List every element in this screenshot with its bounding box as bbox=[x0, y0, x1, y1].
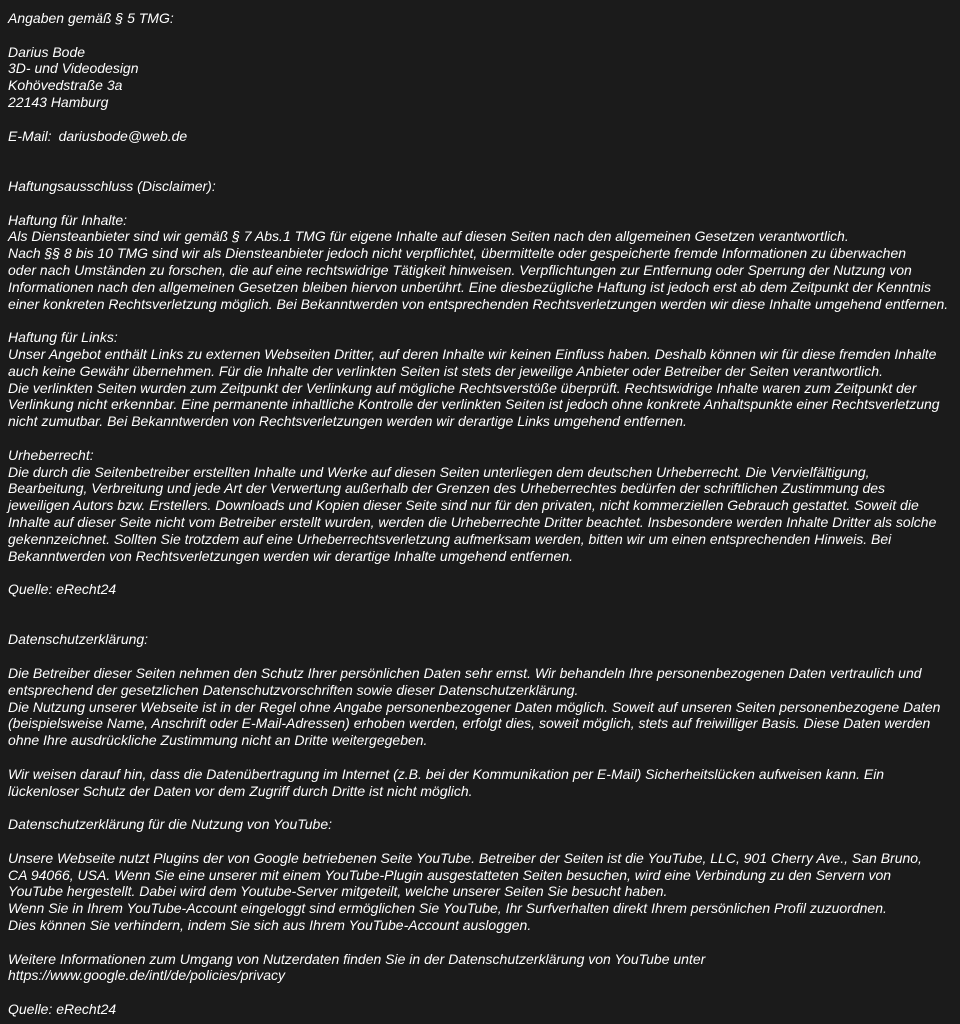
spacer bbox=[8, 934, 956, 951]
paragraph-line: jeweiligen Autors bzw. Erstellers. Downloads und Kopien dieser Seite sind nur für den privaten, nicht kommerziellen Gebrauch gestattet. Soweit die bbox=[8, 497, 919, 514]
links-liability-heading: Haftung für Links: bbox=[8, 329, 118, 346]
paragraph-line: Dies können Sie verhindern, indem Sie sich aus Ihrem YouTube-Account ausloggen. bbox=[8, 917, 532, 934]
paragraph-line: entsprechend der gesetzlichen Datenschutzvorschriften sowie dieser Datenschutzerklärung. bbox=[8, 681, 579, 698]
spacer bbox=[8, 799, 956, 816]
spacer bbox=[8, 749, 956, 766]
paragraph-line: Weitere Informationen zum Umgang von Nutzerdaten finden Sie in der Datenschutzerklärung von YouTube unter bbox=[8, 950, 706, 967]
spacer bbox=[8, 430, 956, 447]
paragraph-line: Als Diensteanbieter sind wir gemäß § 7 Abs.1 TMG für eigene Inhalte auf diesen Seiten nach den allgemeinen Gesetzen verantwortlich. bbox=[8, 228, 849, 245]
spacer bbox=[8, 312, 956, 329]
paragraph-line: auch keine Gewähr übernehmen. Für die Inhalte der verlinkten Seiten ist stets der jeweilige Anbieter oder Betreiber der Seiten verantwortlich. bbox=[8, 362, 883, 379]
paragraph-line: Informationen nach den allgemeinen Gesetzen bleiben hiervon unberührt. Eine diesbezügliche Haftung ist jedoch erst ab dem Zeitpunkt der Kenntnis bbox=[8, 278, 932, 295]
spacer bbox=[8, 111, 956, 128]
privacy-section bbox=[8, 631, 956, 1017]
email-address[interactable]: dariusbode@web.de bbox=[58, 127, 188, 144]
disclaimer-section bbox=[8, 178, 956, 598]
privacy-source: Quelle: eRecht24 bbox=[8, 1001, 117, 1018]
paragraph-line: Unser Angebot enthält Links zu externen Webseiten Dritter, auf deren Inhalte wir keinen Einfluss haben. Deshalb können wir für diese fremden Inhalte bbox=[8, 345, 937, 362]
paragraph-line: Bekanntwerden von Rechtsverletzungen werden wir derartige Inhalte umgehend entfernen. bbox=[8, 547, 574, 564]
spacer bbox=[8, 984, 956, 1001]
imprint-city: 22143 Hamburg bbox=[8, 93, 109, 110]
spacer bbox=[8, 564, 956, 581]
paragraph-line: gekennzeichnet. Sollten Sie trotzdem auf eine Urheberrechtsverletzung aufmerksam werden, bitten wir um einen entsprechenden Hinweis. Bei bbox=[8, 530, 892, 547]
spacer bbox=[8, 195, 956, 212]
privacy-policy-url[interactable]: https://www.google.de/intl/de/policies/privacy bbox=[8, 967, 286, 984]
paragraph-line: lückenloser Schutz der Daten vor dem Zugriff durch Dritte ist nicht möglich. bbox=[8, 782, 473, 799]
content-liability-heading: Haftung für Inhalte: bbox=[8, 211, 128, 228]
legal-page bbox=[8, 10, 956, 1018]
copyright-heading: Urheberrecht: bbox=[8, 446, 94, 463]
imprint-heading: Angaben gemäß § 5 TMG: bbox=[8, 10, 174, 26]
paragraph-line: oder nach Umständen zu forschen, die auf eine rechtswidrige Tätigkeit hinweisen. Verpflichtungen zur Entfernung oder Sperrung der Nutzung von bbox=[8, 261, 912, 278]
paragraph-line: (beispielsweise Name, Anschrift oder E-Mail-Adressen) erhoben werden, erfolgt dies, soweit möglich, stets auf freiwilliger Basis. Diese Daten werden bbox=[8, 715, 931, 732]
spacer bbox=[8, 144, 956, 161]
imprint-name: Darius Bode bbox=[8, 43, 86, 60]
paragraph-line: Verlinkung nicht erkennbar. Eine permanente inhaltliche Kontrolle der verlinkten Seiten ist jedoch ohne konkrete Anhaltspunkte einer Rechtsverletzung bbox=[8, 396, 940, 413]
paragraph-line: nicht zumutbar. Bei Bekanntwerden von Rechtsverletzungen werden wir derartige Links umgehend entfernen. bbox=[8, 413, 687, 430]
spacer bbox=[8, 833, 956, 850]
paragraph-line: Die Betreiber dieser Seiten nehmen den Schutz Ihrer persönlichen Daten sehr ernst. Wir behandeln Ihre personenbezogenen Daten vertraulich und bbox=[8, 665, 922, 682]
paragraph-line: YouTube hergestellt. Dabei wird dem Youtube-Server mitgeteilt, welche unserer Seiten Sie besucht haben. bbox=[8, 883, 668, 900]
disclaimer-source: Quelle: eRecht24 bbox=[8, 581, 117, 598]
spacer bbox=[8, 27, 956, 44]
paragraph-line: Unsere Webseite nutzt Plugins der von Google betriebenen Seite YouTube. Betreiber der Seiten ist die YouTube, LLC, 901 Cherry Ave., San Bruno, bbox=[8, 849, 922, 866]
imprint-section bbox=[8, 10, 956, 144]
paragraph-line: Wenn Sie in Ihrem YouTube-Account eingeloggt sind ermöglichen Sie YouTube, Ihr Surfverhalten direkt Ihrem persönlichen Profil zuzuordnen. bbox=[8, 900, 887, 917]
imprint-street: Kohövedstraße 3a bbox=[8, 77, 123, 94]
paragraph-line: Nach §§ 8 bis 10 TMG sind wir als Diensteanbieter jedoch nicht verpflichtet, übermittelte oder gespeicherte fremde Informationen zu überwachen bbox=[8, 245, 907, 262]
paragraph-line: Wir weisen darauf hin, dass die Datenübertragung im Internet (z.B. bei der Kommunikation per E-Mail) Sicherheitslücken aufweisen kann. Ein bbox=[8, 765, 885, 782]
paragraph-line: Die verlinkten Seiten wurden zum Zeitpunkt der Verlinkung auf mögliche Rechtsverstöße überprüft. Rechtswidrige Inhalte waren zum Zeitpunkt der bbox=[8, 379, 917, 396]
email-label: E-Mail: bbox=[8, 127, 52, 144]
youtube-privacy-heading: Datenschutzerklärung für die Nutzung von YouTube: bbox=[8, 816, 333, 833]
spacer bbox=[8, 615, 956, 632]
paragraph-line: ohne Ihre ausdrückliche Zustimmung nicht an Dritte weitergegeben. bbox=[8, 732, 428, 749]
paragraph-line: einer konkreten Rechtsverletzung möglich. Bei Bekanntwerden von entsprechenden Rechtsverletzungen werden wir diese Inhalte umgehend entfernen. bbox=[8, 295, 949, 312]
spacer bbox=[8, 598, 956, 615]
imprint-email-row bbox=[8, 128, 956, 145]
spacer bbox=[8, 161, 956, 178]
paragraph-line: Inhalte auf dieser Seite nicht vom Betreiber erstellt wurden, werden die Urheberrechte Dritter beachtet. Insbesondere werden Inhalte Dritter als solche bbox=[8, 513, 937, 530]
paragraph-line: Die durch die Seitenbetreiber erstellten Inhalte und Werke auf diesen Seiten unterliegen dem deutschen Urheberrecht. Die Vervielfältigung, bbox=[8, 463, 870, 480]
paragraph-line: Die Nutzung unserer Webseite ist in der Regel ohne Angabe personenbezogener Daten möglich. Soweit auf unseren Seiten personenbezogene Daten bbox=[8, 698, 941, 715]
paragraph-line: Bearbeitung, Verbreitung und jede Art der Verwertung außerhalb der Grenzen des Urheberrechtes bedürfen der schriftlichen Zustimmung des bbox=[8, 480, 886, 497]
spacer bbox=[8, 648, 956, 665]
paragraph-line: CA 94066, USA. Wenn Sie eine unserer mit einem YouTube-Plugin ausgestatteten Seiten besuchen, wird eine Verbindung zu den Servern von bbox=[8, 866, 892, 883]
privacy-heading: Datenschutzerklärung: bbox=[8, 631, 149, 648]
imprint-profession: 3D- und Videodesign bbox=[8, 60, 139, 77]
disclaimer-heading: Haftungsausschluss (Disclaimer): bbox=[8, 177, 216, 194]
